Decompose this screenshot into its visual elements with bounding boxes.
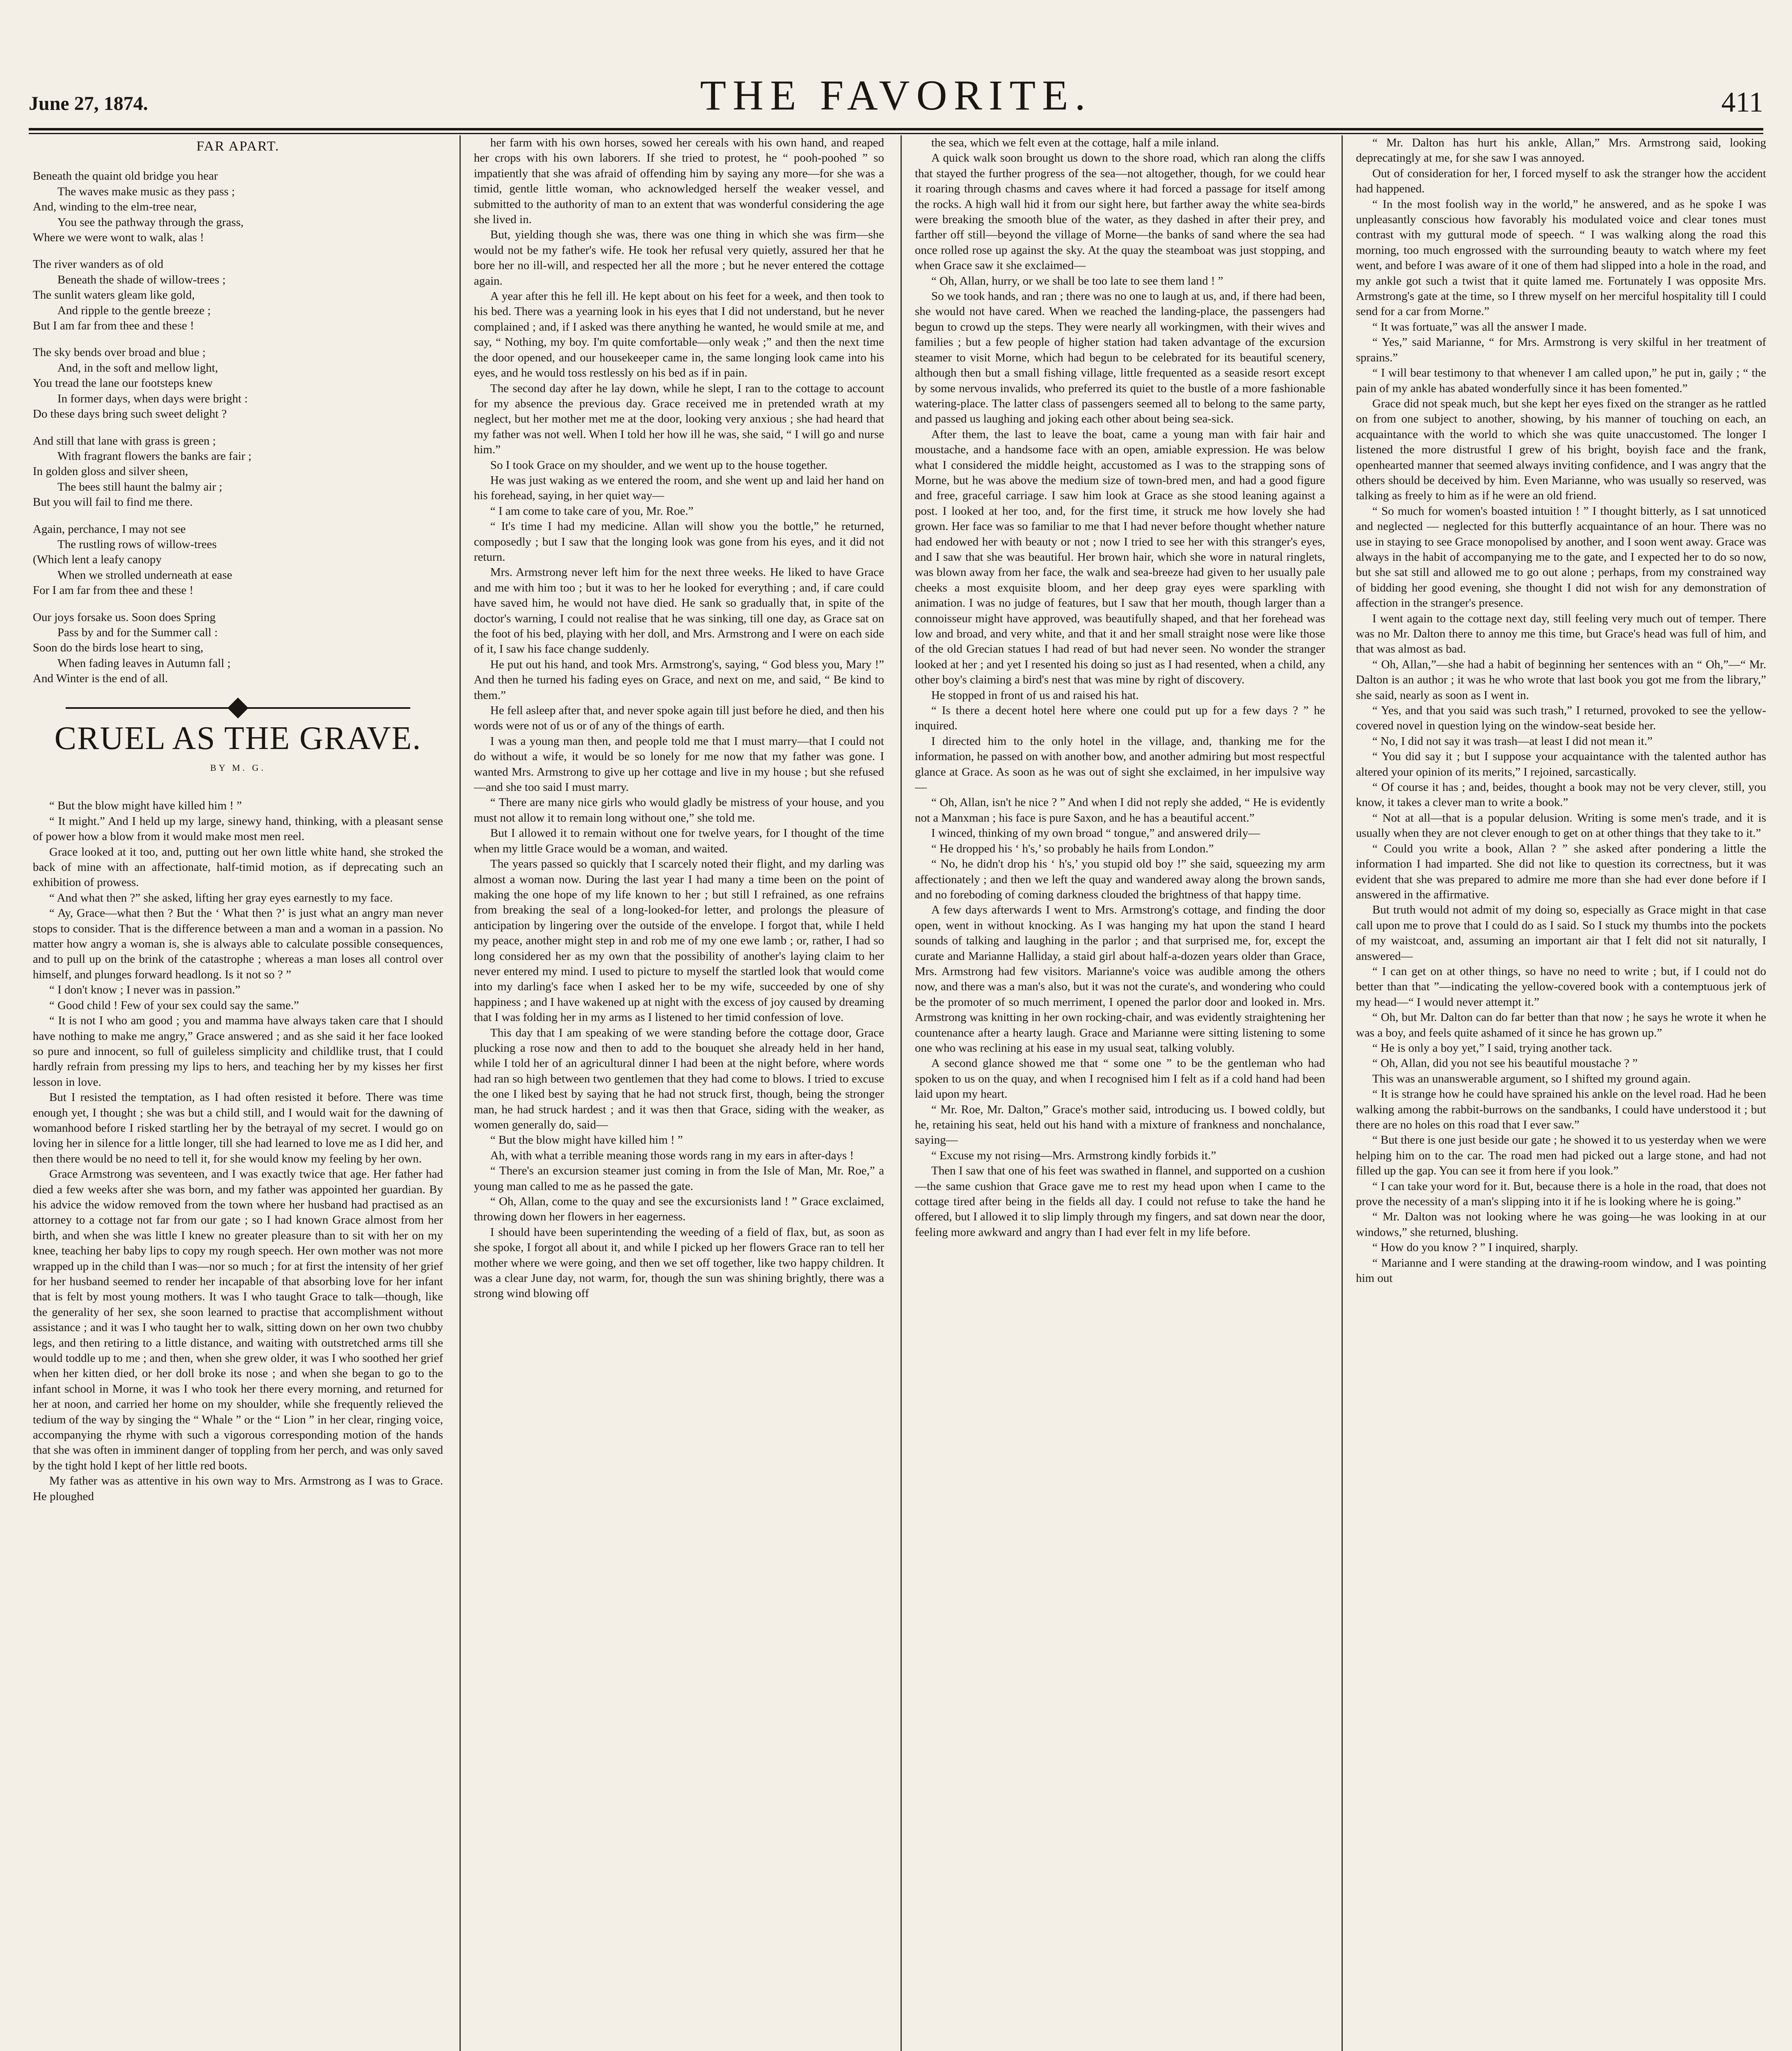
poem-line: (Which lent a leafy canopy	[33, 553, 162, 566]
story-paragraph: “ Excuse my not rising—Mrs. Armstrong kindly forbids it.”	[931, 1149, 1216, 1162]
story-paragraph: Grace did not speak much, but she kept her eyes fixed on the stranger as he rattled on from one subject to another, showing, by his manner of touching on each, an acquaintance with the world to which she was quite unaccustomed. The longer I listened the more distrustful I grew of his bright, boyish face and the frank, openhearted manner that seemed always inviting confidence, and I was angry that the others should be deceived by him. Even Marianne, who was usually so reserved, was talking as freely to him as if he were an old friend.	[1356, 397, 1766, 502]
poem-line: And still that lane with grass is green ;	[33, 434, 216, 448]
poem-line: And, winding to the elm-tree near,	[33, 200, 197, 214]
column-2	[474, 135, 884, 2051]
poem-line: Pass by and for the Summer call :	[57, 626, 218, 639]
poem-line: And ripple to the gentle breeze ;	[57, 304, 211, 317]
story-paragraph: “ And what then ?” she asked, lifting her gray eyes earnestly to my face.	[49, 891, 393, 904]
poem-line: The river wanders as of old	[33, 258, 164, 271]
column-4	[1356, 135, 1766, 2051]
story-paragraph: “ Of course it has ; and, beides, thought a book may not be very clever, still, you know, it takes a clever man to write a book.”	[1356, 781, 1766, 809]
story-paragraph: Mrs. Armstrong never left him for the next three weeks. He liked to have Grace and me with him too ; but it was to her he looked for everything ; and, if care could have saved him, he would not have died. He sank so gradually that, in spite of the doctor's warning, I could not realise that he was sinking, till one day, as Grace sat on the foot of his bed, playing with her doll, and Mrs. Armstrong and I were on each side of it, I saw his face change suddenly.	[474, 566, 884, 656]
poem-line: Again, perchance, I may not see	[33, 522, 186, 536]
column-divider	[1342, 135, 1343, 2051]
story-paragraph: I should have been superintending the weeding of a field of flax, but, as soon as she spoke, I forgot all about it, and while I picked up her flowers Grace ran to tell her mother where we were going, and then we set off together, like two happy children. It was a clear June day, not warm, for, though the sun was shining brightly, there was a strong wind blowing off	[474, 1225, 884, 1300]
story-paragraph: “ I don't know ; I never was in passion.”	[49, 983, 240, 997]
story-paragraph: “ Ay, Grace—what then ? But the ‘ What then ?’ is just what an angry man never stops to consider. That is the difference between a man and a woman in a passion. No matter how angry a woman is, she is always able to calculate possible consequences, and to pull up on the brink of the catastrophe ; whereas a man loses all control over himself, and plunges forward headlong. Is it not so ? ”	[33, 907, 443, 981]
story-paragraph: This was an unanswerable argument, so I shifted my ground again.	[1372, 1072, 1691, 1085]
story-paragraph: But I resisted the temptation, as I had often resisted it before. There was time enough yet, I thought ; she was but a child still, and I would wait for the dawning of womanhood before I risked startling her by the betrayal of my secret. I would go on loving her in silence for a little longer, till she had learned to love me as I did her, and then there would be no need to tell it, for she would know my feeling by her own.	[33, 1091, 443, 1165]
story-paragraph: “ Oh, Allan, hurry, or we shall be too late to see them land ! ”	[931, 274, 1223, 288]
story-title: CRUEL AS THE GRAVE.	[54, 720, 422, 756]
story-paragraph: So we took hands, and ran ; there was no one to laugh at us, and, if there had been, she would not have cared. When we reached the landing-place, the passengers had begun to crowd up the steps. They were nearly all workingmen, with their wives and families ; but a few people of higher station had taken advantage of the excursion steamer to visit Morne, which had begun to be celebrated for its beautiful scenery, although then but a small fishing village, little frequented as a seaside resort except by some nervous invalids, who preferred its quiet to the bustle of a more fashionable watering-place. The latter class of passengers seemed all to belong to the same party, and passed us laughing and joking each other about being sea-sick.	[915, 290, 1325, 426]
story-paragraph: “ You did say it ; but I suppose your acquaintance with the talented author has altered your opinion of its merits,” I rejoined, sarcastically.	[1356, 750, 1766, 779]
masthead	[29, 62, 1763, 127]
story-paragraph: But I allowed it to remain without one for twelve years, for I thought of the time when my little Grace would be a woman, and waited.	[474, 827, 884, 855]
poem-line: But I am far from thee and these !	[33, 319, 194, 333]
story-paragraph: He put out his hand, and took Mrs. Armstrong's, saying, “ God bless you, Mary !” And then he turned his fading eyes on Grace, and next on me, and said, “ Be kind to them.”	[474, 658, 884, 702]
poem-stanza	[33, 257, 443, 333]
poem-line: And, in the soft and mellow light,	[57, 361, 218, 375]
story-paragraph: “ But there is one just beside our gate ; he showed it to us yesterday when we were helping him on to the car. The road men had picked out a large stone, and had not filled up the gap. You can see it from here if you look.”	[1356, 1133, 1766, 1178]
story-paragraph: “ Oh, but Mr. Dalton can do far better than that now ; he says he wrote it when he was a boy, and feels quite ashamed of it since he has grown up.”	[1356, 1011, 1766, 1039]
story-paragraph: her farm with his own horses, sowed her cereals with his own hand, and reaped her crops with his own laborers. If she tried to protest, he “ pooh-poohed ” so impatiently that she was afraid of offending him by saying any more—for she was a timid, gentle little woman, who acknowledged herself the weaker vessel, and submitted to the authority of man to an extent that was wonderful considering the age she lived in.	[474, 136, 884, 226]
poem-title: FAR APART.	[196, 139, 280, 154]
story-paragraph: “ Oh, Allan, did you not see his beautiful moustache ? ”	[1372, 1057, 1638, 1070]
story-paragraph: “ So much for women's boasted intuition ! ” I thought bitterly, as I sat unnoticed and neglected — neglected for this butterfly acquaintance of an hour. There was no use in staying to see Grace monopolised by another, and I soon went away. Grace was always in the habit of accompanying me to the gate, and I expected her to do so now, but she sat still and allowed me to go out alone ; perhaps, from my constrained way of bidding her good evening, she thought I did not wish for any demonstration of affection in the stranger's presence.	[1356, 504, 1766, 610]
poem-line: The bees still haunt the balmy air ;	[57, 480, 222, 493]
story-paragraph: “ Yes,” said Marianne, “ for Mrs. Armstrong is very skilful in her treatment of sprains.”	[1356, 336, 1766, 364]
story-paragraph: “ Oh, Allan, come to the quay and see the excursionists land ! ” Grace exclaimed, throwing down her flowers in her eagerness.	[474, 1195, 884, 1224]
story-paragraph: “ Mr. Roe, Mr. Dalton,” Grace's mother said, introducing us. I bowed coldly, but he, retaining his seat, held out his hand with a mixture of frankness and nonchalance, saying—	[915, 1103, 1325, 1147]
poem-line: When fading leaves in Autumn fall ;	[57, 656, 231, 670]
masthead-rule	[29, 128, 1763, 130]
poem-line: With fragrant flowers the banks are fair ;	[57, 449, 252, 463]
story-paragraph: “ How do you know ? ” I inquired, sharply.	[1372, 1241, 1578, 1254]
story-paragraph: “ But the blow might have killed him ! ”	[49, 799, 242, 813]
story-paragraph: But, yielding though she was, there was one thing in which she was firm—she would not be my father's wife. He took her refusal very quietly, assured her that he bore her no ill-will, and respected her all the more ; but he never entered the cottage again.	[474, 228, 884, 288]
story-paragraph: “ I can get on at other things, so have no need to write ; but, if I could not do better than that ”—indicating the yellow-covered book with a contemptuous jerk of my head—“ I would never attempt it.”	[1356, 964, 1766, 1009]
story-paragraph: Grace looked at it too, and, putting out her own little white hand, she stroked the back of mine with an affectionate, half-timid motion, as if deprecating such an exhibition of prowess.	[33, 845, 443, 889]
story-paragraph: “ It's time I had my medicine. Allan will show you the bottle,” he returned, composedly ; but I saw that the longing look was gone from his eyes, and it did not return.	[474, 520, 884, 564]
story-paragraph: “ In the most foolish way in the world,” he answered, and as he spoke I was unpleasantly conscious how favorably his modulated voice and clear tones must contrast with my guttural mode of speech. “ I was walking along the road this morning, too much engrossed with the surrounding beauty to watch where my feet went, and before I was aware of it one of them had slipped into a hole in the road, and my ankle got such a twist that it quite lamed me. Fortunately I was opposite Mrs. Armstrong's gate at the time, so I threw myself on her merciful hospitality till I could send for a car from Morne.”	[1356, 197, 1766, 318]
story-paragraph: My father was as attentive in his own way to Mrs. Armstrong as I was to Grace. He ploughed	[33, 1474, 443, 1503]
story-text-column-3	[915, 135, 1325, 1240]
poem-line: And Winter is the end of all.	[33, 672, 168, 685]
story-text-column-2	[474, 135, 884, 1302]
story-paragraph: “ He dropped his ‘ h's,’ so probably he hails from London.”	[931, 842, 1214, 855]
story-paragraph: “ I can take your word for it. But, because there is a hole in the road, that does not prove the necessity of a man's slipping into it if he is looking where he is going.”	[1356, 1179, 1766, 1208]
poem-line: In golden gloss and silver sheen,	[33, 465, 188, 478]
story-paragraph: “ No, he didn't drop his ‘ h's,’ you stupid old boy !” she said, squeezing my arm affectionately ; and then we left the quay and wandered away along the brown sands, and no foreboding of coming darkness clouded the brightness of that happy time.	[915, 857, 1325, 901]
story-paragraph: “ Oh, Allan, isn't he nice ? ” And when I did not reply she added, “ He is evidently not a Manxman ; his face is pure Saxon, and he has a beautiful accent.”	[915, 796, 1325, 825]
poem-line: But you will fail to find me there.	[33, 496, 193, 509]
poem-stanza	[33, 169, 443, 245]
story-paragraph: I was a young man then, and people told me that I must marry—that I could not do without a wife, it would be so lonely for me now that my father was gone. I wanted Mrs. Armstrong to give up her cottage and live in my house ; but she refused—and she too said I must marry.	[474, 734, 884, 794]
story-paragraph: “ There are many nice girls who would gladly be mistress of your house, and you must not allow it to remain long without one,” she told me.	[474, 796, 884, 825]
story-paragraph: I went again to the cottage next day, still feeling very much out of temper. There was no Mr. Dalton there to annoy me this time, but Grace's head was full of him, and that was almost as bad.	[1356, 612, 1766, 656]
story-paragraph: “ It is not I who am good ; you and mamma have always taken care that I should have nothing to make me angry,” Grace answered ; and as she said it her face looked so pure and innocent, so full of guileless simplicity and childlike trust, that I could hardly refrain from pressing my lips to hers, and teaching her by my kisses her first lesson in love.	[33, 1014, 443, 1089]
story-paragraph: Then I saw that one of his feet was swathed in flannel, and supported on a cushion—the same cushion that Grace gave me to rest my head upon when I came to the cottage tired after being in the fields all day. I could not refuse to take the hand he offered, but I allowed it to slip limply through my fingers, and sat down near the door, feeling more awkward and angry than I had ever felt in my life before.	[915, 1164, 1325, 1239]
story-paragraph: “ There's an excursion steamer just coming in from the Isle of Man, Mr. Roe,” a young man called to me as he passed the gate.	[474, 1164, 884, 1193]
poem-stanza	[33, 345, 443, 422]
newspaper-title: THE FAVORITE.	[700, 72, 1092, 119]
page-number: 411	[1721, 87, 1763, 118]
poem-line: Where we were wont to walk, alas !	[33, 231, 204, 244]
story-paragraph: A second glance showed me that “ some one ” to be the gentleman who had spoken to us on the quay, and when I recognised him I felt as if a cold hand had been laid upon my heart.	[915, 1057, 1325, 1101]
issue-date: June 27, 1874.	[29, 93, 148, 114]
story-paragraph: So I took Grace on my shoulder, and we went up to the house together.	[490, 458, 827, 472]
poem	[33, 169, 443, 686]
poem-line: You see the pathway through the grass,	[57, 215, 244, 229]
column-divider	[901, 135, 902, 2051]
story-paragraph: “ Not at all—that is a popular delusion. Writing is some men's trade, and it is usually when they are not clever enough to get on at other things that they take to it.”	[1356, 811, 1766, 840]
poem-line: The waves make music as they pass ;	[57, 185, 235, 198]
column-1	[33, 135, 443, 2051]
story-paragraph: A year after this he fell ill. He kept about on his feet for a week, and then took to his bed. There was a yearning look in his eyes that I did not understand, but he never complained ; and, if I asked was there anything he wanted, he would smile at me, and say, “ Nothing, my boy. I'm quite comfortable—only weak ;” and then the next time the door opened, and our housekeeper came in, the same longing look came into his eyes, and he would toss restlessly on his bed as if in pain.	[474, 290, 884, 380]
story-paragraph: He fell asleep after that, and never spoke again till just before he died, and then his words were not of us or of any of the things of earth.	[474, 704, 884, 733]
poem-stanza	[33, 434, 443, 510]
poem-line: You tread the lane our footsteps knew	[33, 377, 213, 390]
story-paragraph: “ He is only a boy yet,” I said, trying another tack.	[1372, 1041, 1612, 1055]
poem-line: The sunlit waters gleam like gold,	[33, 288, 195, 302]
section-divider-ornament	[33, 698, 443, 719]
story-paragraph: the sea, which we felt even at the cottage, half a mile inland.	[931, 136, 1219, 149]
story-paragraph: “ Mr. Dalton was not looking where he was going—he was looking in at our windows,” she returned, blushing.	[1356, 1210, 1766, 1239]
column-divider	[459, 135, 461, 2051]
story-paragraph: A quick walk soon brought us down to the shore road, which ran along the cliffs that stayed the further progress of the sea—not altogether, though, for we could hear it roaring through chasms and caves where it had forced a passage for itself among the rocks. A high wall hid it from our sight here, but farther away the white sea-birds were breaking the smooth blue of the water, as they dashed in after their prey, and farther off still—beyond the village of Morne—the banks of sand where the sea had once rolled rose up against the sky. At the quay the steamboat was just stopping, and when Grace saw it she exclaimed—	[915, 151, 1325, 272]
story-paragraph: “ It is strange how he could have sprained his ankle on the level road. Had he been walking among the rabbit-burrows on the sandbanks, I could have understood it ; but there are no holes on this road that I ever saw.”	[1356, 1087, 1766, 1131]
story-paragraph: A few days afterwards I went to Mrs. Armstrong's cottage, and finding the door open, went in without knocking. As I was hanging my hat upon the stand I heard sounds of talking and laughing in the parlor ; and that surprised me, for, except the curate and Marianne Halliday, a staid girl about half-a-dozen years older than Grace, Mrs. Armstrong had few visitors. Marianne's voice was audible among the others now, and there was a man's also, but it was not the curate's, and wondering who could be the promoter of so much merriment, I opened the parlor door and looked in. Mrs. Armstrong was knitting in her own rocking-chair, and was evidently straightening her countenance after a hearty laugh. Grace and Marianne were sitting listening to some one who was reclining at his ease in my usual seat, talking volubly.	[915, 903, 1325, 1055]
poem-line: The sky bends over broad and blue ;	[33, 346, 206, 359]
story-paragraph: “ Is there a decent hotel here where one could put up for a few days ? ” he inquired.	[915, 704, 1325, 733]
story-paragraph: “ Mr. Dalton has hurt his ankle, Allan,” Mrs. Armstrong said, looking deprecatingly at me, for she saw I was annoyed.	[1356, 136, 1766, 165]
poem-stanza	[33, 610, 443, 687]
story-paragraph: “ It might.” And I held up my large, sinewy hand, thinking, with a pleasant sense of power how a blow from it would make most men reel.	[33, 814, 443, 843]
poem-line: Soon do the birds lose heart to sing,	[33, 641, 203, 655]
story-byline: BY M. G.	[210, 763, 266, 773]
story-paragraph: After them, the last to leave the boat, came a young man with fair hair and moustache, and a handsome face with an open, amiable expression. He was below what I considered the middle height, accustomed as I was to the strapping sons of Morne, but he was above the medium size of town-bred men, and had a good figure and free, graceful carriage. I saw him look at Grace as she stood leaning against a post. I looked at her too, and, for the first time, it struck me how lovely she had grown. Her face was so familiar to me that I had never before thought whether nature had endowed her with beauty or not ; now I tried to see her with this stranger's eyes, and I saw that she was beautiful. Her brown hair, which she wore in natural ringlets, was blown away from her face, the walk and sea-breeze had given to her usually pale cheeks a most exquisite bloom, and her deep gray eyes were sparkling with animation. I was no judge of features, but I saw that her mouth, though larger than a connoisseur might have approved, was beautifully shaped, and that her forehead was low and broad, and very white, and that it and her small straight nose were like those of the old Grecian statues I had read of but had never seen. No wonder the stranger looked at her ; and yet I resented his doing so just as I had resented, when a child, any other boy's claiming a bird's nest that was mine by right of discovery.	[915, 427, 1325, 687]
story-paragraph: But truth would not admit of my doing so, especially as Grace might in that case call upon me to prove that I could do as I said. So I stuck my thumbs into the pockets of my waistcoat, and, assuming an important air that I felt did not sit naturally, I answered—	[1356, 903, 1766, 963]
column-3	[915, 135, 1325, 2051]
story-paragraph: I winced, thinking of my own broad “ tongue,” and answered drily—	[931, 827, 1260, 840]
story-paragraph: “ I am come to take care of you, Mr. Roe.”	[490, 504, 694, 518]
story-text-column-1	[33, 798, 443, 1504]
story-paragraph: I directed him to the only hotel in the village, and, thanking me for the information, he passed on with another bow, and another admiring but most respectful glance at Grace. As soon as he was out of sight she exclaimed, in her impulsive way—	[915, 734, 1325, 794]
story-paragraph: The years passed so quickly that I scarcely noted their flight, and my darling was almost a woman now. During the last year I had many a time been on the point of making the one hope of my life known to her ; but still I refrained, as one refrains from breaking the seal of a long-looked-for letter, and prolongs the pleasure of anticipation by lingering over the outside of the envelope. I forgot that, while I held my peace, another might step in and rob me of my one ewe lamb ; or, rather, I had so long considered her as my own that the possibility of another's laying claim to her never entered my mind. I used to picture to myself the startled look that would come into my darling's face when I asked her to be my wife, succeeded by one of shy happiness ; and I have wakened up at night with the excess of joy caused by dreaming that I was folding her in my arms as I listened to her timid confession of love.	[474, 857, 884, 1024]
story-text-column-4	[1356, 135, 1766, 1286]
story-paragraph: He stopped in front of us and raised his hat.	[931, 688, 1139, 702]
story-paragraph: “ Oh, Allan,”—she had a habit of beginning her sentences with an “ Oh,”—“ Mr. Dalton is an author ; it was he who wrote that last book you got me from the library,” she said, nearly as soon as I went in.	[1356, 658, 1766, 702]
poem-line: Our joys forsake us. Soon does Spring	[33, 610, 216, 624]
poem-line: In former days, when days were bright :	[57, 392, 248, 405]
masthead-rule-thin	[29, 133, 1763, 134]
poem-line: Do these days bring such sweet delight ?	[33, 407, 227, 421]
story-paragraph: Grace Armstrong was seventeen, and I was exactly twice that age. Her father had died a few weeks after she was born, and my father was appointed her guardian. By his advice the widow removed from the town where her husband had practised as an attorney to a cottage not far from our gate ; so I had known Grace almost from her birth, and when she was little I knew no greater pleasure than to sit with her on my knee, teaching her baby lips to copy my rough speech. Her own mother was not more wrapped up in the child than I was—nor so much ; for at first the intensity of her grief for her husband seemed to render her incapable of that absorbing love for her infant that is felt by most young mothers. It was I who taught Grace to talk—though, like the generality of her sex, she soon learned to practise that accomplishment without assistance ; and it was I who taught her to walk, sitting down on her own two chubby legs, and then retiring to a little distance, and waiting with outstretched arms till she would toddle up to me ; and then, when she grew older, it was I who soothed her grief when her kitten died, or her doll broke its nose ; and when she began to go to the infant school in Morne, it was I who took her there every morning, and returned for her at noon, and carried her home on my shoulder, while she frequently relieved the tedium of the way by singing the “ Whale ” or the “ Lion ” in her clear, ringing voice, accompanying the rhyme with such a vigorous corresponding motion of the hands that she was often in imminent danger of toppling from her perch, and was only saved by the tight hold I kept of her little red boots.	[33, 1167, 443, 1472]
story-paragraph: This day that I am speaking of we were standing before the cottage door, Grace plucking a rose now and then to add to the bouquet she already held in her hand, while I told her of an agricultural dinner I had been at the night before, where words had ran so high between two gentlemen that they had come to blows. I tried to excuse the one I liked best by saying that he had not struck first, though, being the stronger man, he had struck hardest ; and it was then that Grace, siding with the weaker, as women generally do, said—	[474, 1026, 884, 1131]
story-paragraph: “ Marianne and I were standing at the drawing-room window, and I was pointing him out	[1356, 1256, 1766, 1285]
poem-line: For I am far from thee and these !	[33, 584, 194, 597]
poem-line: When we strolled underneath at ease	[57, 568, 232, 582]
story-paragraph: “ I will bear testimony to that whenever I am called upon,” he put in, gaily ; “ the pain of my ankle has abated wonderfully since it has been fomented.”	[1356, 366, 1766, 395]
story-paragraph: “ It was fortuate,” was all the answer I made.	[1372, 320, 1587, 333]
poem-stanza	[33, 522, 443, 598]
story-paragraph: Out of consideration for her, I forced myself to ask the stranger how the accident had happened.	[1356, 167, 1766, 196]
story-paragraph: Ah, with what a terrible meaning those words rang in my ears in after-days !	[490, 1149, 854, 1162]
story-paragraph: “ Yes, and that you said was such trash,” I returned, provoked to see the yellow-covered novel in question lying on the window-seat beside her.	[1356, 704, 1766, 733]
poem-line: The rustling rows of willow-trees	[57, 537, 217, 551]
poem-line: Beneath the shade of willow-trees ;	[57, 273, 226, 286]
story-paragraph: “ Good child ! Few of your sex could say the same.”	[49, 998, 299, 1012]
story-paragraph: The second day after he lay down, while he slept, I ran to the cottage to account for my absence the previous day. Grace received me in pretended wrath at my neglect, but her mother met me at the door, looking very anxious ; she had heard that my father was not well. When I told her how ill he was, she said, “ I will go and nurse him.”	[474, 381, 884, 457]
story-paragraph: “ No, I did not say it was trash—at least I did not mean it.”	[1372, 734, 1653, 748]
poem-line: Beneath the quaint old bridge you hear	[33, 169, 218, 183]
story-paragraph: “ But the blow might have killed him ! ”	[490, 1133, 683, 1147]
story-paragraph: He was just waking as we entered the room, and she went up and laid her hand on his forehead, saying, in her quiet way—	[474, 473, 884, 502]
story-paragraph: “ Could you write a book, Allan ? ” she asked after pondering a little the information I had imparted. She did not like to question its correctness, but it was evident that she was prepared to admire me more than she had ever done before if I answered in the affirmative.	[1356, 842, 1766, 901]
